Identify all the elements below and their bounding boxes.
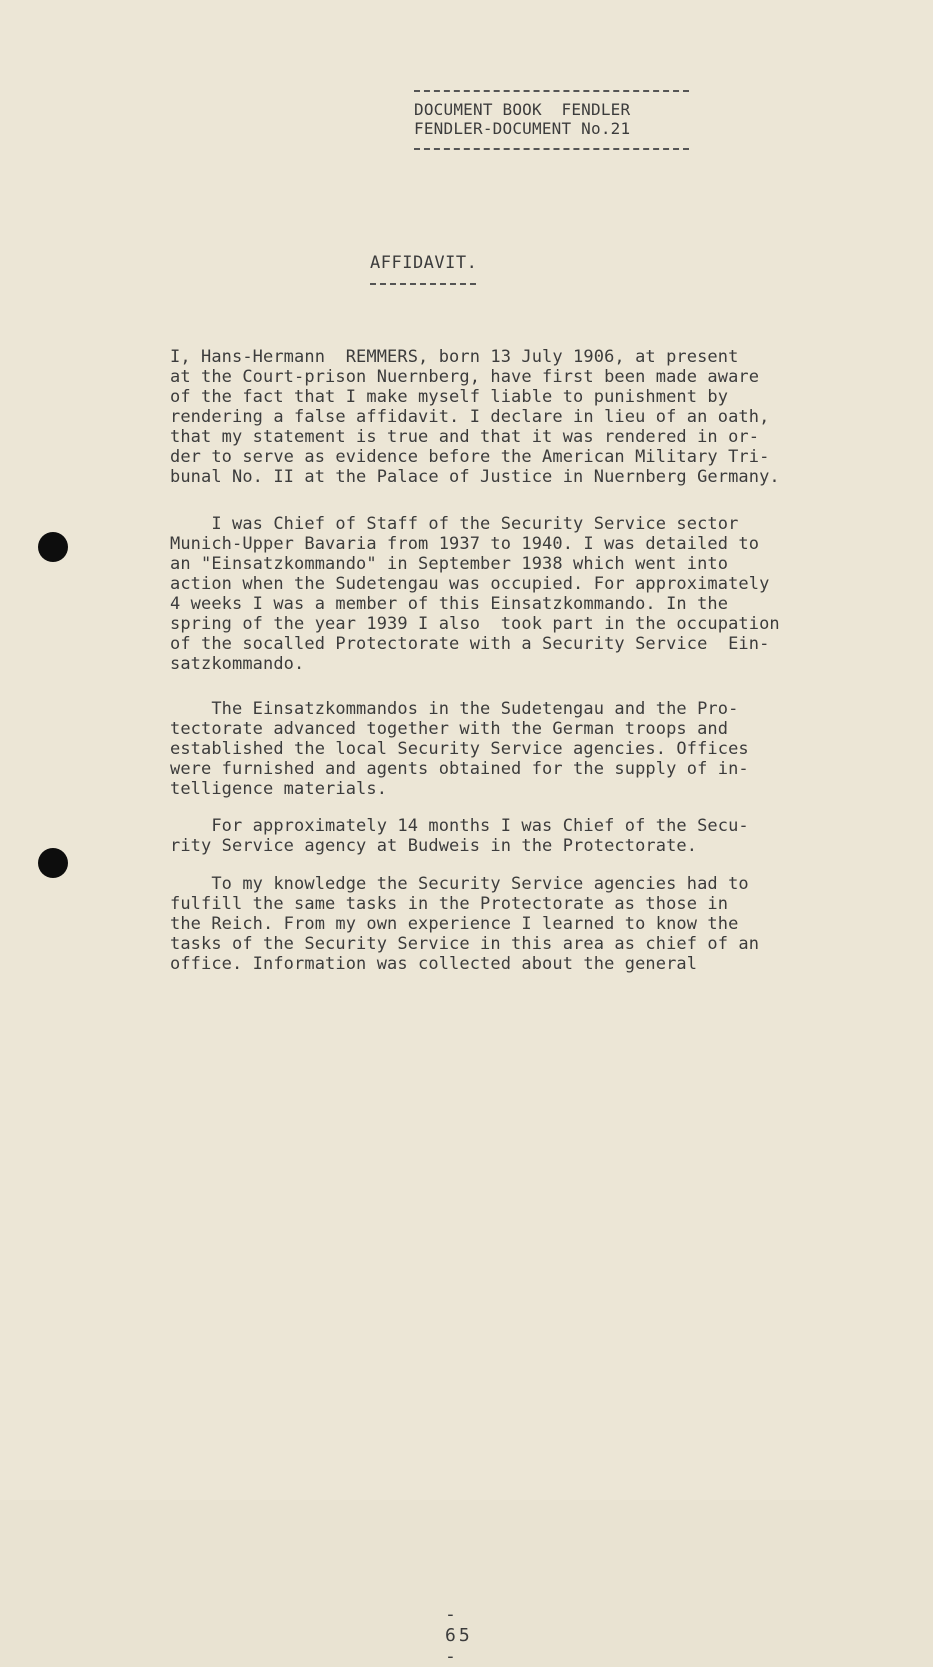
affidavit-title: AFFIDAVIT. — [370, 253, 478, 273]
header-line-1: DOCUMENT BOOK FENDLER — [414, 100, 631, 119]
punch-hole-upper — [38, 532, 68, 562]
paragraph-einsatzkommandos: The Einsatzkommandos in the Sudetengau and the Pro- tectorate advanced together with the German troops and established the local Security Service agencies. Offices were furnished and agents obtained for the supply of in- telligence materials. — [170, 699, 749, 799]
title-underline — [370, 283, 476, 285]
header-line-2: FENDLER-DOCUMENT No.21 — [414, 119, 631, 138]
paragraph-budweis: For approximately 14 months I was Chief of the Secu- rity Service agency at Budweis in the Protectorate. — [170, 816, 749, 856]
page-number: - 65 - — [445, 1604, 473, 1667]
paragraph-intro: I, Hans-Hermann REMMERS, born 13 July 1906, at present at the Court-prison Nuernberg, have first been made aware of the fact that I make myself liable to punishment by rendering a false affidavit. I declare in lieu of an oath, that my statement is true and that it was rendered in or- der to serve as evidence before the American Military Tri- bunal No. II at the Palace of Justice in Nuernberg Germany. — [170, 347, 780, 487]
punch-hole-lower — [38, 848, 68, 878]
paragraph-tasks: To my knowledge the Security Service agencies had to fulfill the same tasks in the Protectorate as those in the Reich. From my own experience I learned to know the tasks of the Security Service in this area as chief of an office. Information was collected about the general — [170, 874, 760, 974]
document-header — [414, 90, 694, 150]
header-rule-top — [414, 90, 689, 92]
header-rule-bottom — [414, 148, 689, 150]
paragraph-chief-of-staff: I was Chief of Staff of the Security Service sector Munich-Upper Bavaria from 1937 to 1940. I was detailed to an "Einsatzkommando" in September 1938 which went into action when the Sudetengau was occupied. For approximately 4 weeks I was a member of this Einsatzkommando. In the spring of the year 1939 I also took part in the occupation of the socalled Protectorate with a Security Service Ein- satzkommando. — [170, 514, 780, 674]
